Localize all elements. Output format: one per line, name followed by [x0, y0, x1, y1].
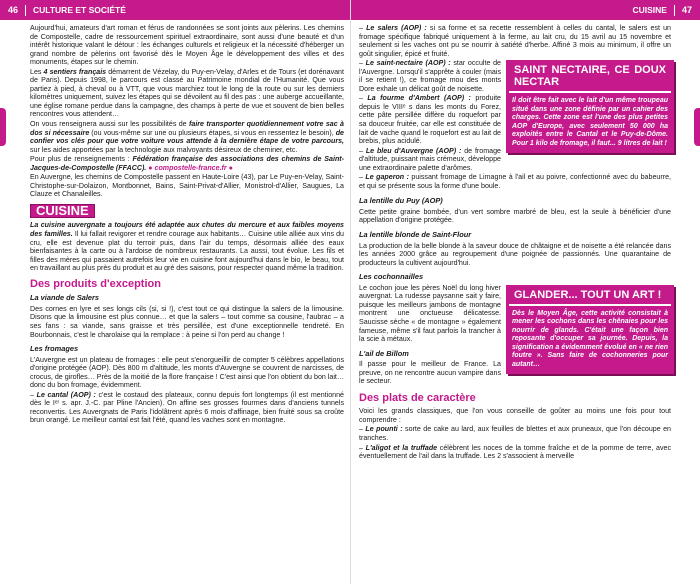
sentiers-paragraph: Les 4 sentiers français démarrent de Vézelay, du Puy-en-Velay, d'Arles et de Tours (et dorénavant de Paris). Depuis 1998, le parcours est classé au Patrimoine mondial de l'Humanité. Que vous partiez à pied, à cheval ou à VTT, que vous marchiez tout le long de la route ou sur les derniers kilomètres uniquement, suivez les étapes qui se dévoilent au fil des pas : une auberge accueillante, une église romane perdue dans la campagne, des champs à perte de vue et souvent de bien belles rencontres vous attendent… [30, 67, 344, 119]
gaperon-paragraph: – Le gaperon : puissant fromage de Limagne à l'ail et au poivre, confectionné avec du babeurre, et qui se présente sous la forme d'une boule. [359, 173, 671, 190]
saint-nectaire-box [506, 60, 674, 153]
plats-paragraph: Voici les grands classiques, que l'on vous conseille de goûter au moins une fois pour tout comprendre : [359, 407, 671, 424]
saint-nectaire-box-title: SAINT NECTAIRE, CE DOUX NECTAR [509, 60, 671, 93]
auvergne-paragraph: En Auvergne, les chemins de Compostelle passent en Haute-Loire (43), par Le Puy-en-Velay, Saint-Christophe-sur-Dolaizon, Montbonnet, Bains, Saint-Privat-d'Allier, Monistrol-d'Allier, Saugues, La Clauze et Chanaleilles. [30, 173, 344, 199]
produits-heading: Des produits d'exception [30, 277, 161, 290]
fromages-heading: Les fromages [30, 344, 79, 354]
right-page-number: 47 [681, 5, 692, 15]
salers-cheese-paragraph: – Le salers (AOP) : si sa forme et sa recette ressemblent à celles du cantal, le salers est un fromage spécifique fabriqué uniquement à la ferme, au lait cru, du 15 avril au 15 novembre et seulement si les vaches ont pu se nourrir à satiété d'herbe. Affiné 3 mois au minimum, il offre un goût singulier, épicé et fruité. [359, 24, 671, 58]
cantal-paragraph: – Le cantal (AOP) : c'est le costaud des plateaux, connu depuis fort longtemps (il est mentionné dès le Iᵉʳ s. apr. J.-C. par Pline l'Ancien). On affine ses grosses fourmes dans d'anciens tunnels reconvertis. Les Auvergnats de Paris l'idolâtrent après 6 mois d'affinage, bien fruité sous sa croûte brun orangé. Le meilleur cantal est fait l'été, quand les vaches sont en montagne. [30, 390, 344, 425]
glander-box-text: Dès le Moyen Âge, cette activité consistait à mener les cochons dans les chênaies pour les nourrir de glands. C'était une façon bien reposante d'occuper sa journée. Depuis, la signification a évidemment évolué en « ne rien foutre ». Sans faire de cochonneries pour autant… [512, 309, 668, 368]
lentille-paragraph: Cette petite graine bombée, d'un vert sombre marbré de bleu, est la seule à bénéficier d'une appellation d'origine protégée. [359, 207, 671, 225]
website-link[interactable]: ● compostelle-france.fr ● [148, 163, 233, 172]
ail-heading: L'ail de Billom [359, 348, 409, 358]
cochonnailles-heading: Les cochonnailles [359, 272, 424, 282]
right-edge-tab [694, 108, 700, 146]
left-column [30, 24, 344, 426]
ail-paragraph: Il passe pour le meilleur de France. La preuve, on ne rencontre aucun vampire dans le secteur. [359, 360, 501, 386]
transport-paragraph: On vous renseignera aussi sur les possibilités de faire transporter quotidiennement votre sac à dos si nécessaire (ou vous-même sur une ou plusieurs étapes, si vous en ressentez le besoin), de confier vos clés pour que votre voiture vous attende à la dernière étape de votre parcours, sur les aides apportées par la technologie aux malvoyants désireux de cheminer, etc. [30, 120, 345, 154]
right-section-title: CUISINE [632, 5, 667, 15]
right-page [350, 0, 700, 584]
lentille-blonde-heading: La lentille blonde de Saint-Flour [359, 230, 472, 240]
saint-nectaire-paragraph: – Le saint-nectaire (AOP) : star occulte de l'Auvergne. Lorsqu'il s'apprête à couler (mais il se retient !), ce fromage mou des monts Dore exhale un délicat goût de noisette. [359, 59, 501, 93]
plats-heading: Des plats de caractère [359, 391, 476, 404]
salers-heading: La viande de Salers [30, 293, 100, 303]
lentille-heading: La lentille du Puy (AOP) [359, 196, 443, 206]
left-page-number: 46 [8, 5, 19, 15]
bleu-paragraph: – Le bleu d'Auvergne (AOP) : de fromage d'altitude, puissant mais crémeux, développe une extraordinaire palette d'arômes. [359, 146, 501, 172]
cuisine-section-title: CUISINE [30, 204, 95, 219]
left-edge-tab [0, 108, 6, 146]
intro-paragraph: Aujourd'hui, amateurs d'art roman et férus de randonnées se sont joints aux pèlerins. Les chemins de Compostelle, cadre de ressourcement spirituel extraordinaire, sont aussi d'une beauté et d'un intérêt historique valant le détour : les échanges culturels et religieux et la nécessité d'héberger un grand nombre de pèlerins ont favorisé dès le Moyen Âge le développement des villes et des monuments, étapes sur le chemin. [30, 24, 344, 67]
right-column [359, 24, 671, 462]
right-header [351, 0, 700, 20]
glander-box-title: GLANDER... TOUT UN ART ! [509, 285, 671, 306]
lentille-blonde-paragraph: La production de la belle blonde à la saveur douce de châtaigne et de noisette a été relancée dans les années 2000 grâce au regroupement d'une poignée de passionnés. Une quarantaine de producteurs la cultivent aujourd'hui. [359, 241, 671, 267]
pounti-paragraph: – Le pounti : sorte de cake au lard, aux feuilles de blettes et aux pruneaux, que l'on découpe en tranches. [359, 425, 671, 442]
fourme-paragraph: – La fourme d'Ambert (AOP) : produite depuis le VIIIᵉ s dans les monts du Forez, cette pâte persillée diffère du roquefort par sa douceur fruitée, car elle est constituée de lait de vache quand le roquefort est au lait de brebis, plus acidulé. [359, 94, 502, 146]
aligot-paragraph: – L'aligot et la truffade célèbrent les noces de la tomme fraîche et de la pomme de terre, avec éventuellement de l'ail dans la truffade. Les 2 s'associent à merveille [359, 443, 671, 461]
cochonnailles-paragraph: Le cochon joue les pères Noël du long hiver auvergnat. La rudesse paysanne sait y faire, puisque les meilleurs jambons de montagne montrent une onctueuse délicatesse. Saucisse sèche « de montagne » également fameuse, même s'il faut parfois la trancher à la scie à métaux. [359, 283, 501, 344]
renseignements-paragraph: Pour plus de renseignements : Fédération française des associations des chemins de Saint-Jacques-de-Compostelle (FFACC). ● compostelle-france.fr ● [30, 155, 344, 172]
salers-paragraph: Des cornes en lyre et ses longs cils (si, si !), c'est tout ce qui distingue la salers de la limousine. Disons que la limousine est plus connue… et que la salers – tout comme sa cousine, l'aubrac – a ses fans : sa viande, sans graisse et très persillée, est d'une exceptionnelle tendreté. En Bourbonnais, c'est le charolaise qui la remplace : à peine si l'on perd au change ! [30, 304, 344, 339]
glander-box [506, 285, 674, 375]
left-section-title: CULTURE ET SOCIÉTÉ [33, 5, 126, 15]
left-header [0, 0, 350, 20]
cuisine-paragraph: La cuisine auvergnate a toujours été adaptée aux chutes du mercure et aux faibles moyens des familles. Il lui fallait revigorer et rendre courage aux habitants… Cuisine utile alliée aux vins du cru, elle est devenue plat du terroir puis, dans l'air du temps, désormais alliée des eaux bienfaisantes à la carte ou à l'ardoise de nombreux restaurants. La aussi, tout évolue. Les fils et filles des mères qui passaient autrefois leur vie en cuisine font aujourd'hui dans le bio, le beau, tout en travaillant au plus près du produit et au gré des saisons, pour respecter quand même la tradition. [30, 221, 344, 273]
saint-nectaire-box-text: Il doit être fait avec le lait d'un même troupeau situé dans une zone définie par un cahier des charges. Cette zone est l'une des plus petites AOP d'Europe, avec seulement 50 000 ha exploités entre le Cantal et le Puy-de-Dôme. Pour 1 kilo de fromage, il faut... 9 litres de lait ! [512, 97, 668, 147]
fromages-paragraph: L'Auvergne est un plateau de fromages : elle peut s'enorgueillir de compter 5 célèbres appellations d'origine protégée (AOP). Dès 800 m d'altitude, les monts d'Auvergne se couvrent de narcisses, de crocus, de girofles… Près de la moitié de la flore française ! C'est ainsi que l'on obtient du bon lait… donc du bon fromage, évidemment. [30, 355, 344, 390]
